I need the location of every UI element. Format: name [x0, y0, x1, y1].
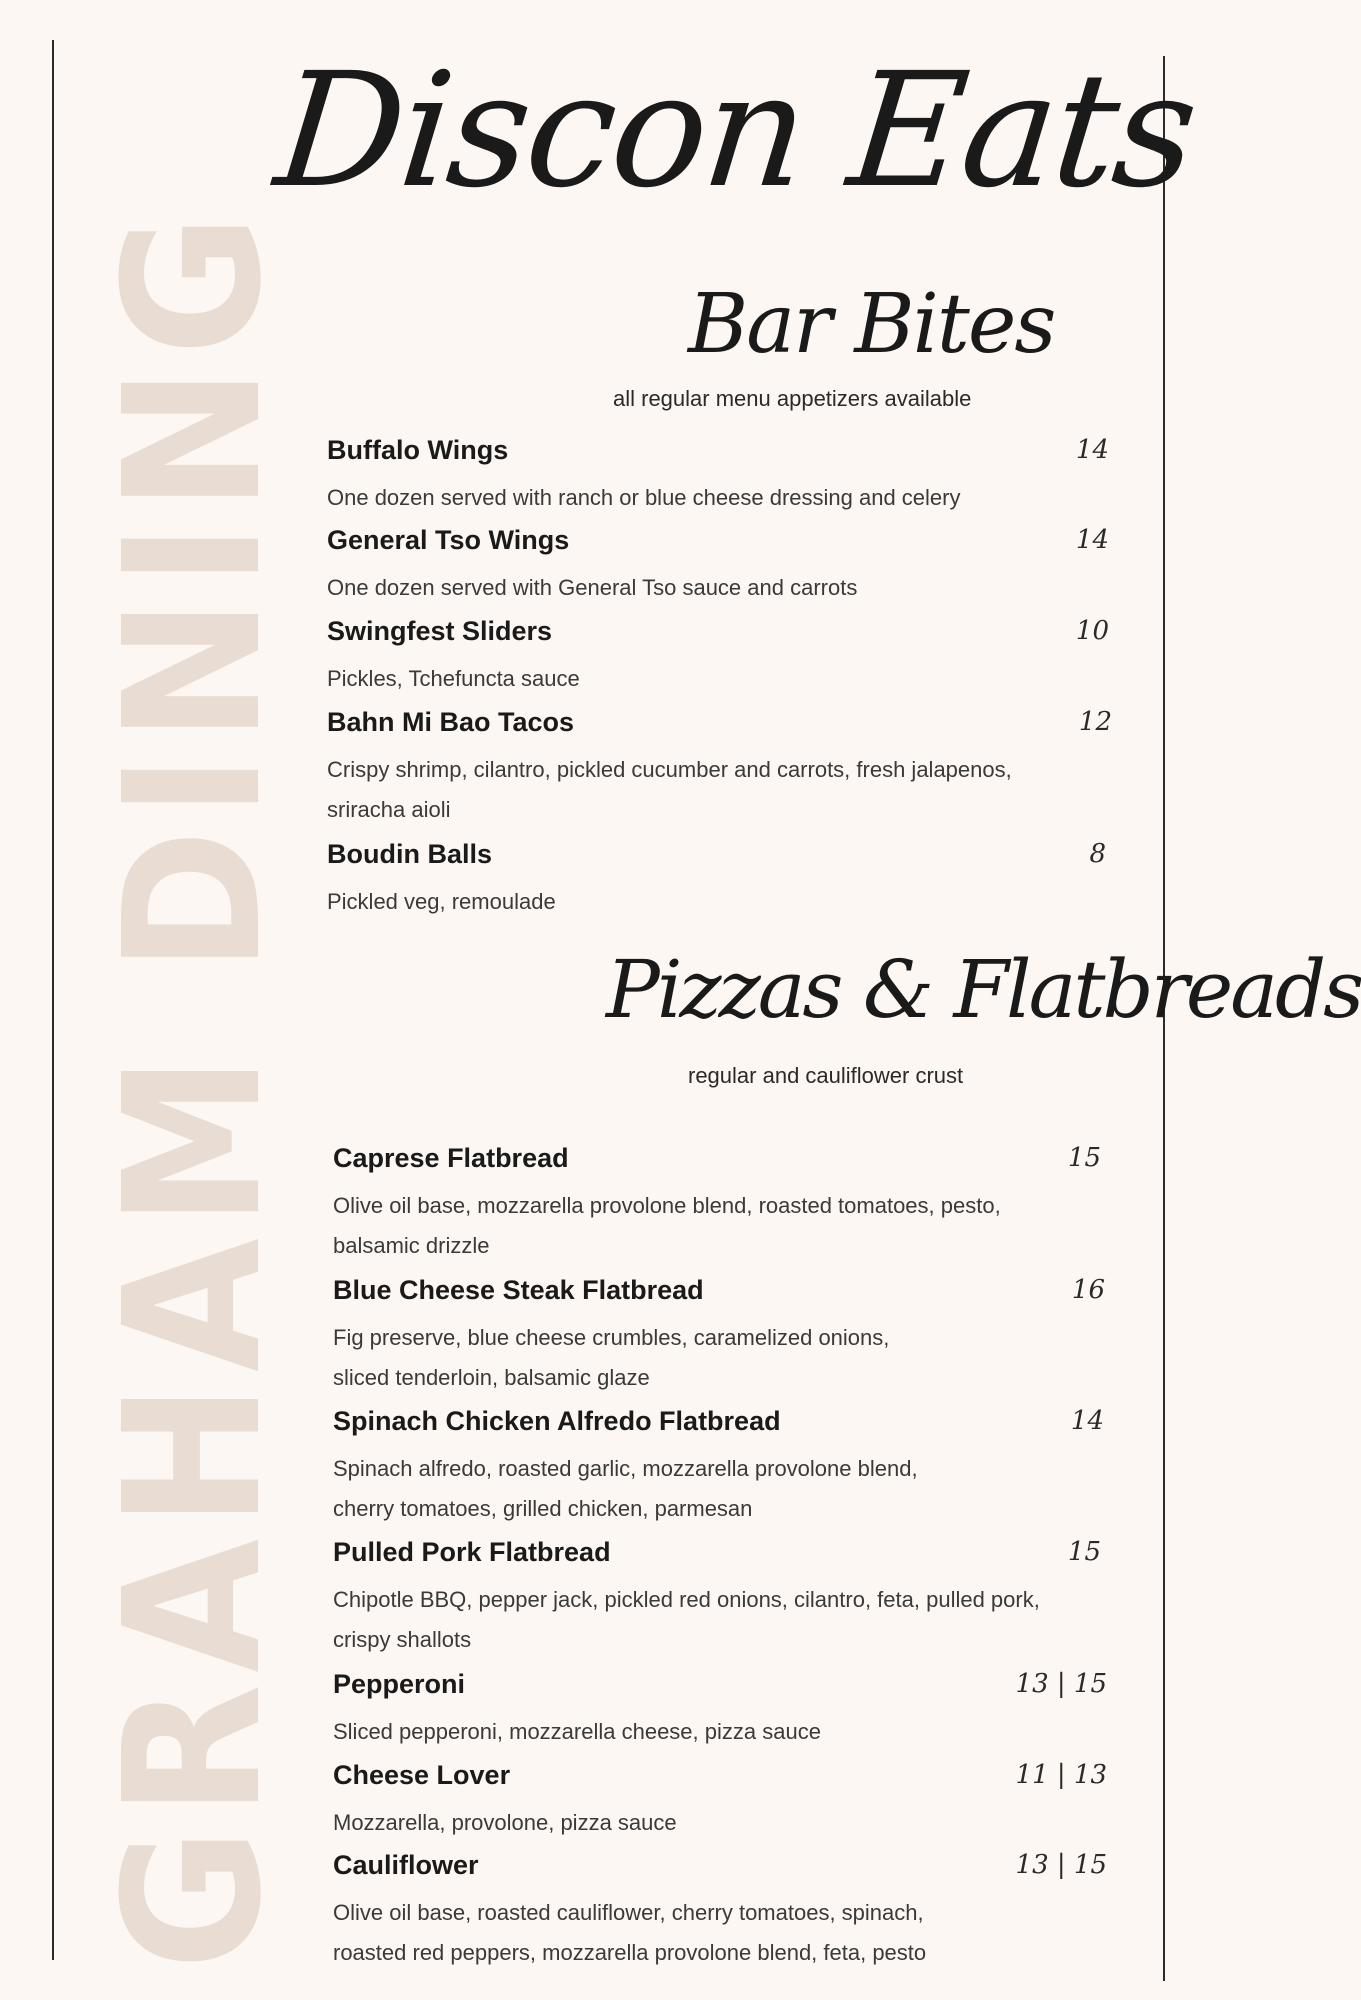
item-description: Mozzarella, provolone, pizza sauce: [333, 1810, 677, 1835]
item-price: 16: [1071, 1275, 1105, 1305]
item-price: 15: [1067, 1537, 1101, 1567]
item-description: One dozen served with ranch or blue cheese dressing and celery: [327, 485, 961, 510]
menu-item: [327, 437, 1109, 518]
item-description: Spinach alfredo, roasted garlic, mozzarella provolone blend, cherry tomatoes, grilled chicken, parmesan: [333, 1456, 918, 1521]
menu-item: [327, 709, 1112, 830]
menu-item: [333, 1852, 1107, 1973]
item-description: Sliced pepperoni, mozzarella cheese, pizza sauce: [333, 1719, 821, 1744]
item-name: Swingfest Sliders: [327, 616, 553, 646]
vertical-brand-text: GRAHAM DINING: [84, 202, 303, 1970]
item-description: Pickles, Tchefuncta sauce: [327, 666, 580, 691]
item-description: Pickled veg, remoulade: [327, 889, 556, 914]
menu-title: Discon Eats: [268, 39, 1203, 223]
item-price: 8: [1089, 839, 1106, 869]
item-price: 10: [1075, 616, 1109, 646]
section-subtitle-pizzas: regular and cauliflower crust: [688, 1063, 964, 1088]
item-name: Blue Cheese Steak Flatbread: [333, 1275, 704, 1305]
item-price: 11 | 13: [1015, 1760, 1107, 1790]
item-price: 13 | 15: [1015, 1669, 1107, 1699]
item-name: Spinach Chicken Alfredo Flatbread: [333, 1406, 781, 1436]
item-name: Cauliflower: [333, 1850, 479, 1880]
item-name: Boudin Balls: [327, 839, 493, 869]
menu-item: [327, 841, 1106, 922]
item-name: Pulled Pork Flatbread: [333, 1537, 611, 1567]
item-name: Caprese Flatbread: [333, 1143, 569, 1173]
left-border-line: [52, 40, 54, 1960]
menu-item: [327, 527, 1109, 608]
item-price: 14: [1075, 435, 1109, 465]
menu-item: [333, 1539, 1101, 1660]
menu-item: [333, 1762, 1107, 1843]
item-name: General Tso Wings: [327, 525, 570, 555]
item-name: Bahn Mi Bao Tacos: [327, 707, 575, 737]
item-description: Olive oil base, roasted cauliflower, cherry tomatoes, spinach, roasted red peppers, mozzarella provolone blend, feta, pesto: [333, 1900, 927, 1965]
section-title-pizzas: Pizzas & Flatbreads: [606, 943, 1361, 1036]
item-description: Fig preserve, blue cheese crumbles, caramelized onions, sliced tenderloin, balsamic glaze: [333, 1325, 890, 1390]
item-price: 15: [1067, 1143, 1101, 1173]
menu-item: [333, 1277, 1105, 1398]
menu-item: [333, 1671, 1107, 1752]
item-name: Pepperoni: [333, 1669, 466, 1699]
menu-item: [333, 1408, 1104, 1529]
menu-item: [333, 1145, 1101, 1266]
section-subtitle-bar-bites: all regular menu appetizers available: [613, 386, 972, 411]
item-description: One dozen served with General Tso sauce and carrots: [327, 575, 858, 600]
menu-item: [327, 618, 1109, 699]
item-price: 14: [1070, 1406, 1104, 1436]
item-name: Cheese Lover: [333, 1760, 511, 1790]
section-title-bar-bites: Bar Bites: [688, 277, 1055, 372]
item-price: 13 | 15: [1015, 1850, 1107, 1880]
item-name: Buffalo Wings: [327, 435, 509, 465]
item-price: 14: [1075, 525, 1109, 555]
item-description: Olive oil base, mozzarella provolone blend, roasted tomatoes, pesto, balsamic drizzle: [333, 1193, 1001, 1258]
item-price: 12: [1078, 707, 1112, 737]
item-description: Crispy shrimp, cilantro, pickled cucumber and carrots, fresh jalapenos, sriracha aioli: [327, 757, 1012, 822]
item-description: Chipotle BBQ, pepper jack, pickled red onions, cilantro, feta, pulled pork, crispy shallots: [333, 1587, 1040, 1652]
